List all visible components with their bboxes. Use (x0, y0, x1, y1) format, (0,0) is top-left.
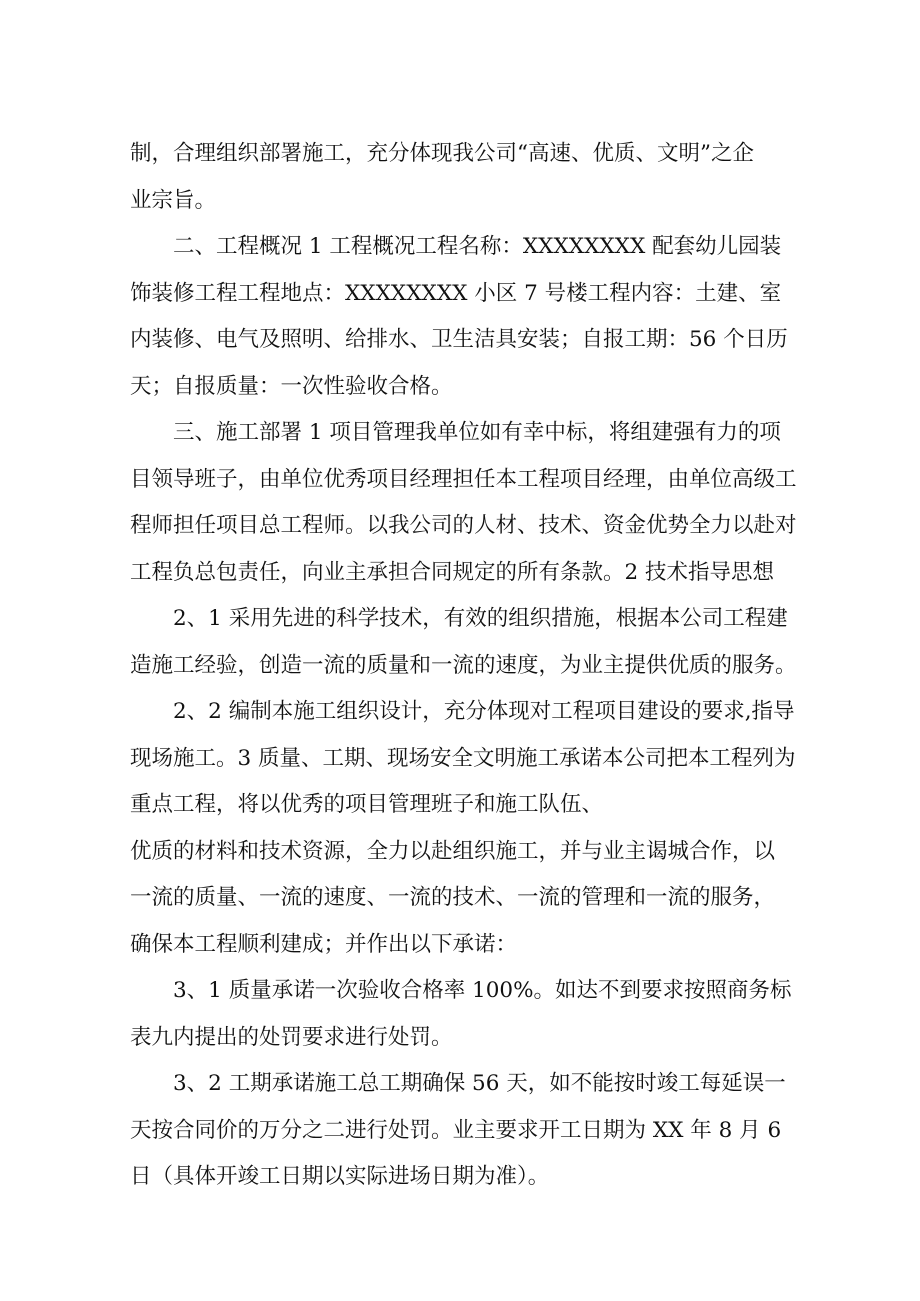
document-body (130, 131, 795, 1201)
paragraph-start-line: 2、2 编制本施工组织设计，充分体现对工程项目建设的要求,指导 (173, 699, 795, 724)
text-line: 重点工程，将以优秀的项目管理班子和施工队伍、 (130, 792, 604, 817)
text-line: 日（具体开竣工日期以实际进场日期为准）。 (130, 1164, 550, 1189)
text-line: 程师担任项目总工程师。以我公司的人材、技术、资金优势全力以赴对 (130, 513, 797, 538)
paragraph-start-line: 2、1 采用先进的科学技术，有效的组织措施，根据本公司工程建 (173, 606, 788, 631)
paragraph-start-line: 3、2 工期承诺施工总工期确保 56 天，如不能按时竣工每延误一 (173, 1071, 786, 1096)
text-line: 一流的质量、一流的速度、一流的技术、一流的管理和一流的服务， (130, 885, 776, 910)
text-line: 内装修、电气及照明、给排水、卫生洁具安装；自报工期：56 个日历 (130, 327, 788, 352)
text-line: 业宗旨。 (130, 187, 217, 213)
text-line: 确保本工程顺利建成；并作出以下承诺： (130, 931, 518, 957)
paragraph-start-line: 3、1 质量承诺一次验收合格率 100%。如达不到要求按照商务标 (173, 978, 792, 1003)
text-line: 工程负总包责任，向业主承担合同规定的所有条款。2 技术指导思想 (130, 559, 775, 585)
text-line: 饰装修工程工程地点：XXXXXXXX 小区 7 号楼工程内容：土建、室 (130, 280, 782, 306)
text-line: 天按合同价的万分之二进行处罚。业主要求开工日期为 XX 年 8 月 6 (130, 1117, 782, 1143)
text-line: 造施工经验，创造一流的质量和一流的速度，为业主提供优质的服务。 (130, 652, 797, 678)
text-line: 目领导班子，由单位优秀项目经理担任本工程项目经理，由单位高级工 (130, 466, 797, 492)
text-line: 天；自报质量：一次性验收合格。 (130, 373, 453, 399)
text-line: 现场施工。3 质量、工期、现场安全文明施工承诺本公司把本工程列为 (130, 745, 796, 771)
text-line: 制，合理组织部署施工，充分体现我公司“高速、优质、文明”之企 (130, 141, 754, 166)
section-heading-line: 二、工程概况 1 工程概况工程名称：XXXXXXXX 配套幼儿园装 (173, 234, 782, 259)
text-line: 表九内提出的处罚要求进行处罚。 (130, 1024, 453, 1050)
section-heading-line: 三、施工部署 1 项目管理我单位如有幸中标，将组建强有力的项 (173, 420, 781, 445)
text-line: 优质的材料和技术资源，全力以赴组织施工，并与业主谒城合作，以 (130, 838, 776, 864)
